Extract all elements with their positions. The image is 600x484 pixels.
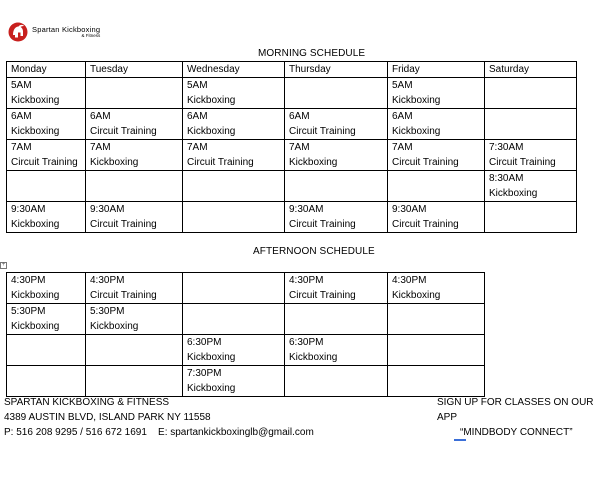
class-name: Kickboxing <box>289 157 338 168</box>
schedule-cell <box>388 78 485 109</box>
class-name: Kickboxing <box>11 290 60 301</box>
schedule-cell <box>7 140 86 171</box>
schedule-cell <box>388 273 485 304</box>
class-time: 4:30PM <box>90 275 125 286</box>
class-name: Circuit Training <box>392 157 459 168</box>
footer-signup <box>437 395 600 440</box>
schedule-cell <box>7 304 86 335</box>
logo <box>8 22 100 42</box>
class-time: 5AM <box>187 80 208 91</box>
schedule-cell <box>285 109 388 140</box>
class-name: Kickboxing <box>187 383 236 394</box>
morning-schedule-title: MORNING SCHEDULE <box>258 48 366 59</box>
schedule-cell <box>7 171 86 202</box>
class-name: Circuit Training <box>11 157 78 168</box>
schedule-cell <box>86 140 183 171</box>
schedule-cell <box>86 202 183 233</box>
class-name: Circuit Training <box>90 290 157 301</box>
header-wednesday: Wednesday <box>183 62 285 78</box>
class-time: 6AM <box>187 111 208 122</box>
schedule-cell <box>183 335 285 366</box>
class-time: 9:30AM <box>90 204 125 215</box>
schedule-cell <box>7 78 86 109</box>
morning-schedule-table <box>6 61 577 233</box>
class-time: 5:30PM <box>90 306 125 317</box>
footer-contact-line: P: 516 208 9295 / 516 672 1691 E: spartankickboxinglb@gmail.com <box>4 427 314 438</box>
schedule-cell <box>388 202 485 233</box>
schedule-cell <box>183 140 285 171</box>
table-row <box>7 366 485 397</box>
schedule-cell <box>86 109 183 140</box>
schedule-cell <box>86 304 183 335</box>
class-time: 6AM <box>289 111 310 122</box>
class-time: 9:30AM <box>289 204 324 215</box>
class-name: Kickboxing <box>392 126 441 137</box>
table-row <box>7 78 577 109</box>
schedule-cell <box>183 171 285 202</box>
class-time: 6AM <box>90 111 111 122</box>
schedule-cell <box>183 202 285 233</box>
footer-address: 4389 AUSTIN BLVD, ISLAND PARK NY 11558 <box>4 412 211 423</box>
class-time: 5AM <box>11 80 32 91</box>
class-name: Kickboxing <box>11 321 60 332</box>
logo-brand: Spartan Kickboxing <box>32 24 101 34</box>
spellcheck-underline <box>454 439 466 441</box>
table-row <box>7 273 485 304</box>
class-time: 9:30AM <box>11 204 46 215</box>
class-name: Circuit Training <box>187 157 254 168</box>
class-name: Kickboxing <box>90 157 139 168</box>
class-time: 7AM <box>392 142 413 153</box>
header-monday: Monday <box>7 62 86 78</box>
class-name: Kickboxing <box>90 321 139 332</box>
schedule-cell <box>285 140 388 171</box>
schedule-cell <box>485 109 577 140</box>
schedule-cell <box>285 202 388 233</box>
schedule-cell <box>285 304 388 335</box>
schedule-cell <box>485 202 577 233</box>
class-time: 7AM <box>187 142 208 153</box>
class-name: Kickboxing <box>187 126 236 137</box>
header-friday: Friday <box>388 62 485 78</box>
header-tuesday: Tuesday <box>86 62 183 78</box>
schedule-cell <box>7 366 86 397</box>
class-name: Kickboxing <box>11 219 60 230</box>
schedule-cell <box>86 171 183 202</box>
logo-sub: & Fitness <box>81 33 101 38</box>
footer-contact <box>4 395 314 440</box>
afternoon-schedule-title: AFTERNOON SCHEDULE <box>253 246 375 257</box>
class-name: Kickboxing <box>289 352 338 363</box>
schedule-cell <box>388 304 485 335</box>
class-name: Circuit Training <box>289 126 356 137</box>
table-row <box>7 171 577 202</box>
schedule-cell <box>285 273 388 304</box>
schedule-cell <box>86 78 183 109</box>
schedule-cell <box>183 304 285 335</box>
schedule-cell <box>86 273 183 304</box>
class-name: Circuit Training <box>90 126 157 137</box>
class-time: 7:30PM <box>187 368 222 379</box>
schedule-cell <box>86 366 183 397</box>
class-time: 7:30AM <box>489 142 524 153</box>
spartan-helmet-icon <box>8 22 28 42</box>
class-time: 4:30PM <box>289 275 324 286</box>
class-time: 4:30PM <box>11 275 46 286</box>
class-time: 9:30AM <box>392 204 427 215</box>
schedule-cell <box>183 109 285 140</box>
header-thursday: Thursday <box>285 62 388 78</box>
class-name: Kickboxing <box>392 95 441 106</box>
class-time: 7AM <box>90 142 111 153</box>
schedule-cell <box>485 140 577 171</box>
schedule-cell <box>7 202 86 233</box>
schedule-cell <box>285 78 388 109</box>
class-name: Kickboxing <box>11 95 60 106</box>
schedule-cell <box>485 78 577 109</box>
schedule-cell <box>285 335 388 366</box>
class-time: 7AM <box>11 142 32 153</box>
class-name: Circuit Training <box>392 219 459 230</box>
class-time: 4:30PM <box>392 275 427 286</box>
class-name: Kickboxing <box>392 290 441 301</box>
class-time: 7AM <box>289 142 310 153</box>
class-name: Kickboxing <box>11 126 60 137</box>
class-name: Circuit Training <box>489 157 556 168</box>
class-time: 8:30AM <box>489 173 524 184</box>
footer-business-name: SPARTAN KICKBOXING & FITNESS <box>4 397 170 408</box>
class-name: Circuit Training <box>289 219 356 230</box>
header-row <box>7 62 577 78</box>
schedule-cell <box>183 366 285 397</box>
schedule-cell <box>388 140 485 171</box>
schedule-cell <box>7 273 86 304</box>
class-name: Kickboxing <box>187 95 236 106</box>
table-row <box>7 202 577 233</box>
schedule-cell <box>388 335 485 366</box>
schedule-cell <box>285 366 388 397</box>
schedule-cell <box>7 109 86 140</box>
schedule-cell <box>485 171 577 202</box>
class-time: 6AM <box>11 111 32 122</box>
app-name <box>437 425 600 440</box>
class-name: Circuit Training <box>289 290 356 301</box>
schedule-cell <box>86 335 183 366</box>
afternoon-schedule-table <box>6 272 485 397</box>
schedule-cell <box>388 109 485 140</box>
class-time: 6:30PM <box>187 337 222 348</box>
table-move-handle-icon: + <box>1 262 6 268</box>
table-row <box>7 109 577 140</box>
header-saturday: Saturday <box>485 62 577 78</box>
class-name: Kickboxing <box>489 188 538 199</box>
app-name-text: “MINDBODY CONNECT” <box>460 427 573 438</box>
class-time: 5AM <box>392 80 413 91</box>
schedule-cell <box>7 335 86 366</box>
schedule-cell <box>388 366 485 397</box>
schedule-cell <box>388 171 485 202</box>
schedule-cell <box>183 273 285 304</box>
schedule-cell <box>183 78 285 109</box>
table-row <box>7 304 485 335</box>
class-name: Circuit Training <box>90 219 157 230</box>
signup-text: SIGN UP FOR CLASSES ON OUR APP <box>437 397 594 423</box>
schedule-cell <box>285 171 388 202</box>
class-time: 5:30PM <box>11 306 46 317</box>
table-row <box>7 335 485 366</box>
class-time: 6:30PM <box>289 337 324 348</box>
table-row <box>7 140 577 171</box>
class-name: Kickboxing <box>187 352 236 363</box>
class-time: 6AM <box>392 111 413 122</box>
